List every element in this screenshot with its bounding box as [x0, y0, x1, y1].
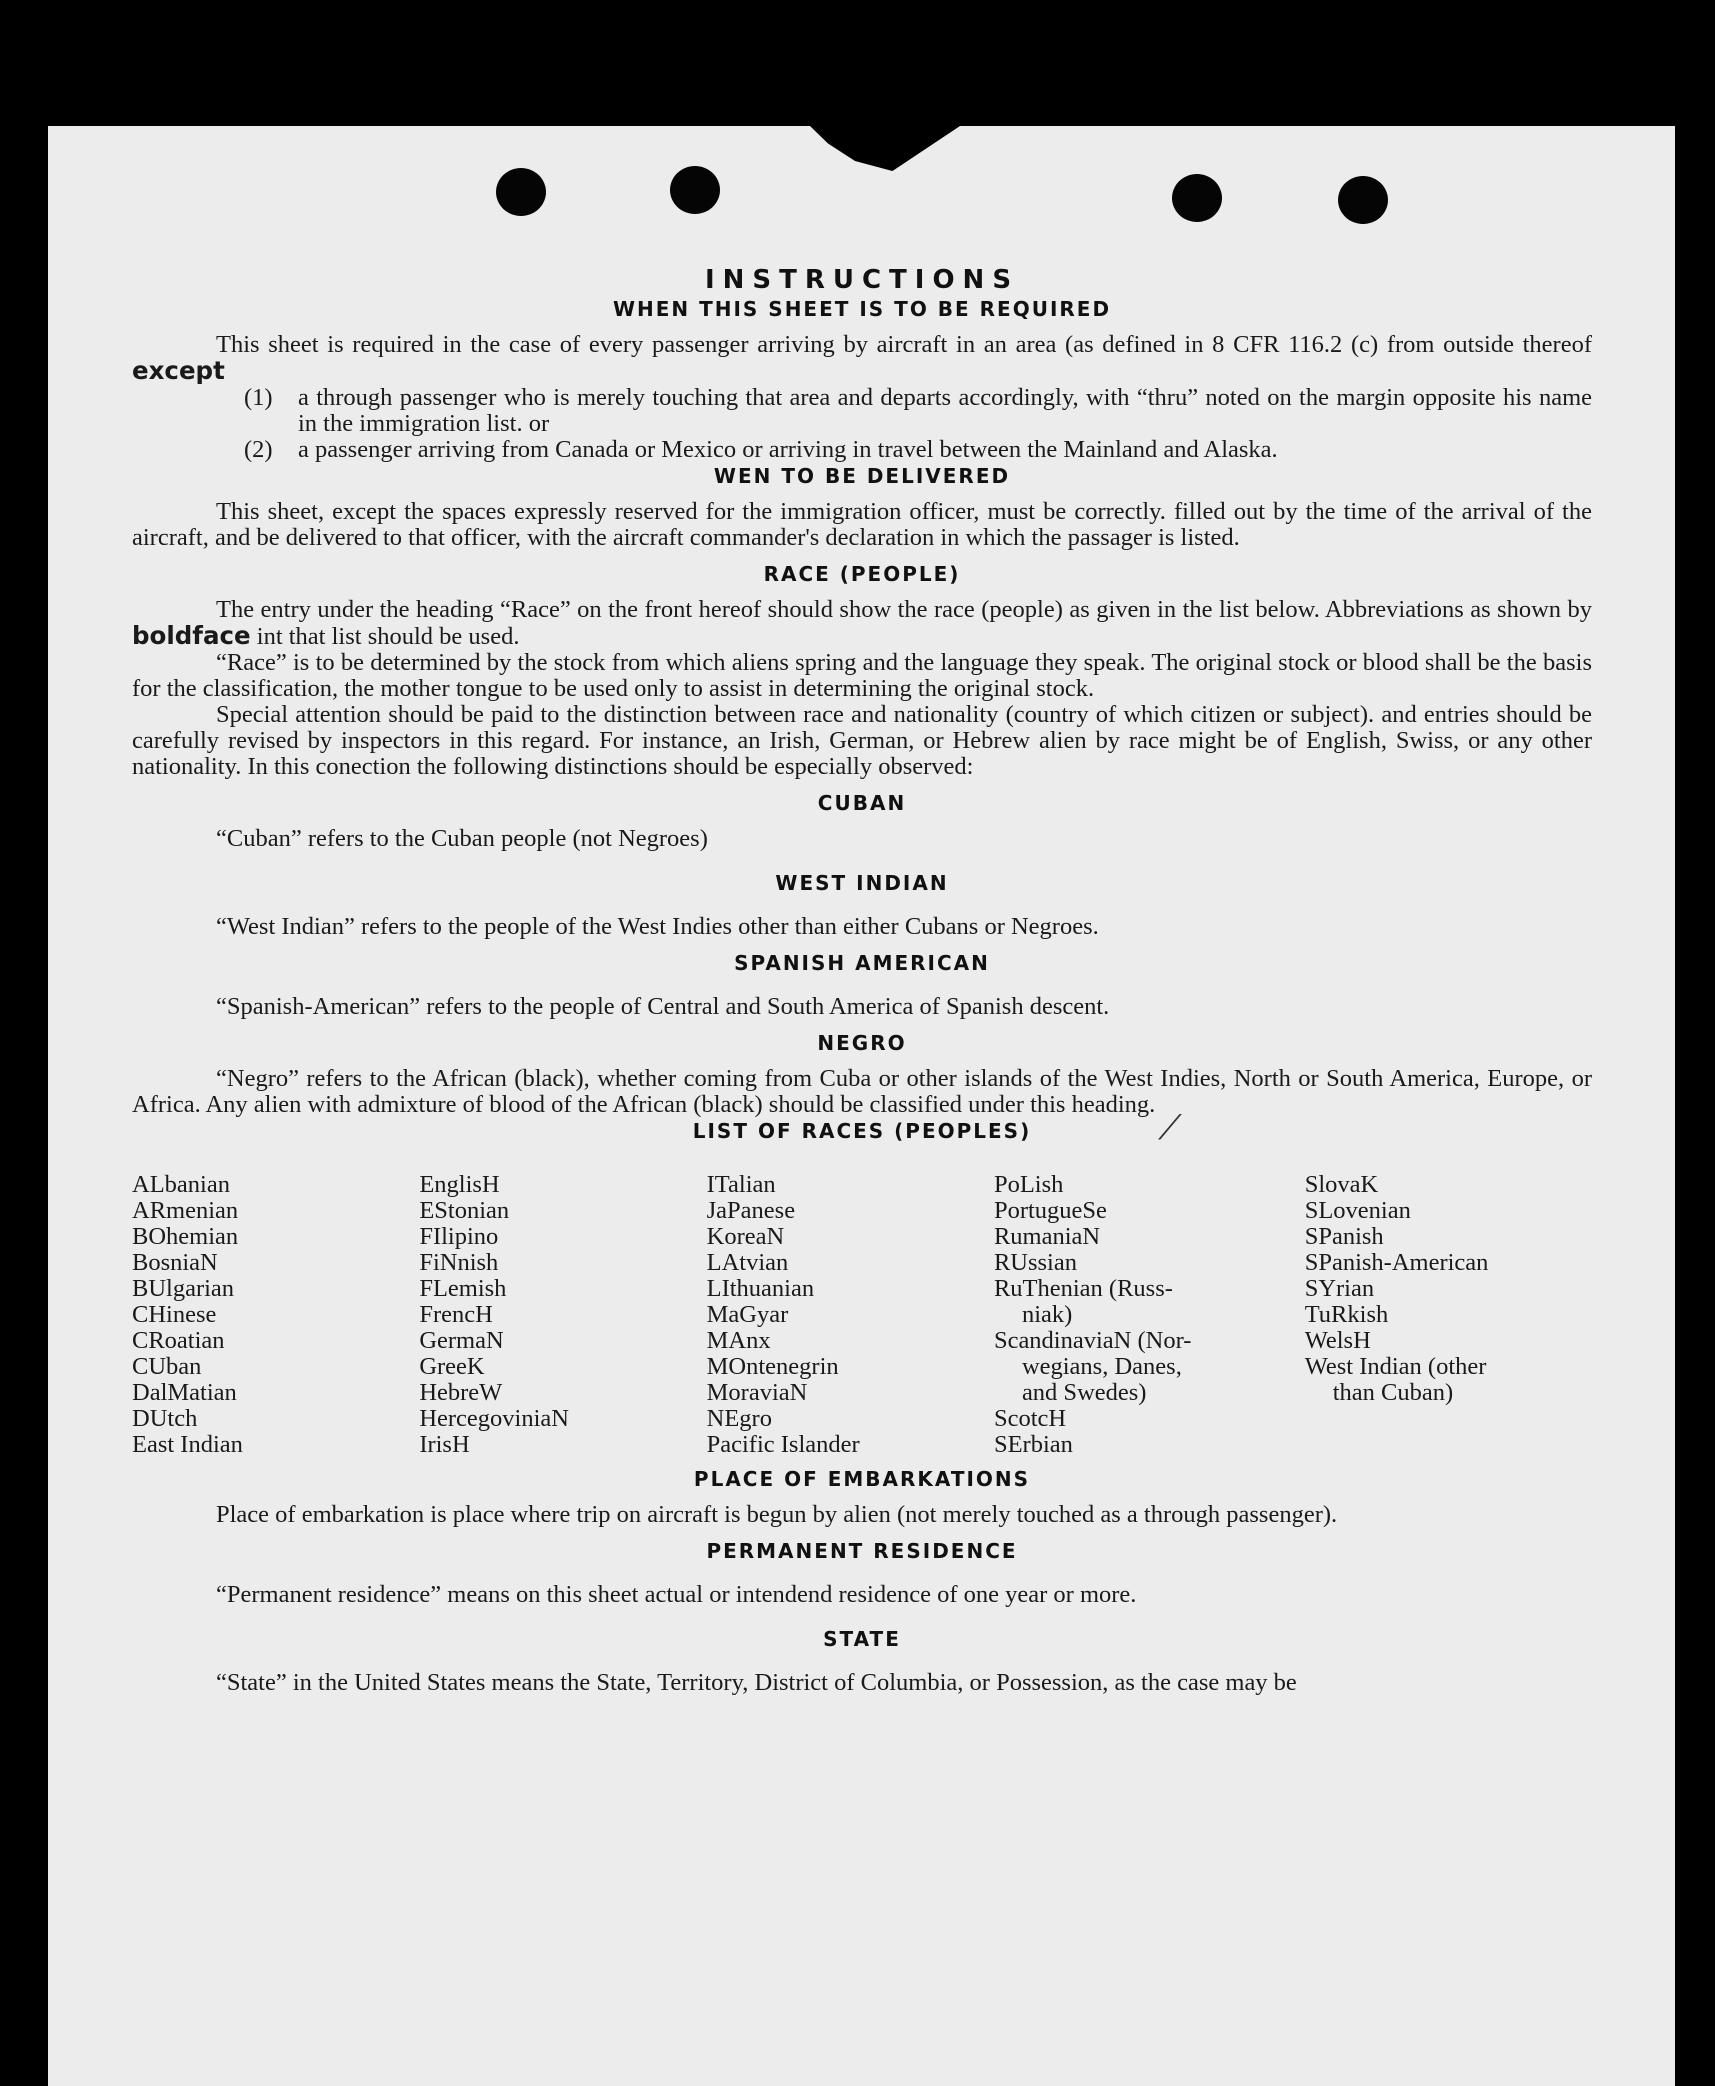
- section-heading-delivered: WEN TO BE DELIVERED: [713, 464, 1011, 488]
- list-item: SPanish: [1304, 1223, 1384, 1250]
- negro-paragraph: “Negro” refers to the African (black), whether coming from Cuba or other islands of the West Indies, North or South America, Europe, or Africa. Any alien with admixture of blood of the African (black) should be classified under this heading.: [132, 1065, 1592, 1118]
- section-heading-race: RACE (PEOPLE): [763, 562, 961, 586]
- races-column: [132, 1172, 419, 1458]
- section-heading-residence: PERMANENT RESIDENCE: [706, 1539, 1018, 1563]
- required-intro: This sheet is required in the case of every passenger arriving by aircraft in an area (as defined in 8 CFR 116.2 (c) from outside thereof: [216, 331, 1592, 358]
- race-text: int that list should be used.: [256, 623, 520, 650]
- section-heading-cuban: CUBAN: [817, 791, 907, 815]
- section-heading-spanish-american: SPANISH AMERICAN: [734, 951, 990, 975]
- list-item: DUtch: [132, 1405, 198, 1432]
- race-paragraph-2: “Race” is to be determined by the stock from which aliens spring and the language they speak. The original stock or blood shall be the basis for the classification, the mother tongue to be used only to assist in determining the original stock.: [132, 649, 1592, 702]
- list-item: MOntenegrin: [706, 1353, 839, 1380]
- list-item: NEgro: [706, 1405, 772, 1432]
- list-item: ScandinaviaN (Nor-: [993, 1327, 1192, 1354]
- list-item: HebreW: [419, 1379, 503, 1406]
- list-item: DalMatian: [132, 1379, 237, 1406]
- list-item: East Indian: [132, 1431, 243, 1458]
- list-item: RumaniaN: [993, 1223, 1101, 1250]
- item-text: a passenger arriving from Canada or Mexico or arriving in travel between the Mainland and Alaska.: [298, 436, 1278, 463]
- list-item: BOhemian: [132, 1223, 239, 1250]
- race-paragraph-1: [132, 597, 1592, 650]
- list-item: SErbian: [993, 1431, 1073, 1458]
- list-item: SPanish-American: [1304, 1249, 1489, 1276]
- punch-hole: [1338, 176, 1388, 224]
- cuban-paragraph: “Cuban” refers to the Cuban people (not Negroes): [216, 825, 708, 852]
- list-item: ScotcH: [993, 1405, 1067, 1432]
- residence-paragraph: “Permanent residence” means on this sheet actual or intendend residence of one year or more.: [216, 1581, 1137, 1608]
- list-item: and Swedes): [1021, 1379, 1147, 1406]
- instructions-body: [132, 264, 1592, 1696]
- list-item: SYrian: [1304, 1275, 1375, 1302]
- list-item: LAtvian: [706, 1249, 789, 1276]
- list-item: ARmenian: [132, 1197, 239, 1224]
- west-indian-paragraph: “West Indian” refers to the people of the West Indies other than either Cubans or Negroes.: [216, 913, 1099, 940]
- required-paragraph: [132, 332, 1592, 385]
- list-item: SlovaK: [1304, 1171, 1379, 1198]
- list-item: IrisH: [419, 1431, 470, 1458]
- section-heading-embarkation: PLACE OF EMBARKATIONS: [693, 1467, 1031, 1491]
- pen-mark-icon: ⟋: [1158, 1110, 1182, 1147]
- punch-hole: [496, 168, 546, 216]
- boldface-word: boldface: [132, 621, 251, 650]
- torn-edge: [810, 126, 960, 176]
- list-item: KoreaN: [706, 1223, 785, 1250]
- list-item: [244, 437, 1592, 463]
- list-item: RUssian: [993, 1249, 1077, 1276]
- list-item: FLemish: [419, 1275, 507, 1302]
- list-item: GermaN: [419, 1327, 504, 1354]
- list-item: Pacific Islander: [706, 1431, 860, 1458]
- list-item: MaGyar: [706, 1301, 789, 1328]
- state-paragraph: “State” in the United States means the State, Territory, District of Columbia, or Possession, as the case may be: [216, 1669, 1297, 1696]
- section-heading-required: WHEN THIS SHEET IS TO BE REQUIRED: [612, 297, 1112, 321]
- page-title: INSTRUCTIONS: [704, 265, 1020, 295]
- list-item: wegians, Danes,: [1021, 1353, 1182, 1380]
- list-item: LIthuanian: [706, 1275, 815, 1302]
- spanish-american-paragraph: “Spanish-American” refers to the people of Central and South America of Spanish descent.: [216, 993, 1110, 1020]
- list-item: PoLish: [993, 1171, 1064, 1198]
- punch-hole: [1172, 174, 1222, 222]
- list-item: CHinese: [132, 1301, 217, 1328]
- list-item: West Indian (other: [1304, 1353, 1487, 1380]
- races-column: [994, 1172, 1305, 1458]
- race-paragraph-3: Special attention should be paid to the distinction between race and nationality (country of which citizen or subject). and entries should be carefully revised by inspectors in this regard. For instance, an Irish, German, or Hebrew alien by race might be of English, Swiss, or any other nationality. In this conection the following distinctions should be especially observed:: [132, 701, 1592, 780]
- list-item: [244, 385, 1592, 437]
- list-item: HercegoviniaN: [419, 1405, 569, 1432]
- list-item: FIlipino: [419, 1223, 499, 1250]
- section-heading-west-indian: WEST INDIAN: [775, 871, 949, 895]
- list-item: BUlgarian: [132, 1275, 235, 1302]
- list-item: FiNnish: [419, 1249, 499, 1276]
- list-item: MoraviaN: [706, 1379, 808, 1406]
- item-text: a through passenger who is merely touching that area and departs accordingly, with “thru” noted on the margin opposite his name in the immigration list. or: [298, 384, 1592, 437]
- list-item: WelsH: [1304, 1327, 1371, 1354]
- list-item: ITalian: [706, 1171, 776, 1198]
- embarkation-paragraph: Place of embarkation is place where trip on aircraft is begun by alien (not merely touched as a through passenger).: [216, 1501, 1338, 1528]
- races-column: [1305, 1172, 1592, 1458]
- races-table: [132, 1172, 1592, 1458]
- list-item: CRoatian: [132, 1327, 225, 1354]
- list-item: niak): [1021, 1301, 1073, 1328]
- list-item: SLovenian: [1304, 1197, 1411, 1224]
- section-heading-state: STATE: [823, 1627, 901, 1651]
- list-item: FrencH: [419, 1301, 493, 1328]
- section-heading-races-list: LIST OF RACES (PEOPLES): [692, 1119, 1032, 1143]
- list-item: BosniaN: [132, 1249, 218, 1276]
- except-word: except: [132, 356, 225, 385]
- list-item: MAnx: [706, 1327, 771, 1354]
- races-column: [707, 1172, 994, 1458]
- list-item: GreeK: [419, 1353, 485, 1380]
- list-item: than Cuban): [1332, 1379, 1454, 1406]
- races-column: [419, 1172, 706, 1458]
- list-item: TuRkish: [1304, 1301, 1389, 1328]
- list-item: PortugueSe: [993, 1197, 1107, 1224]
- delivered-paragraph: This sheet, except the spaces expressly reserved for the immigration officer, must be correctly. filled out by the time of the arrival of the aircraft, and be delivered to that officer, with the aircraft commander's declaration in which the passager is listed.: [132, 498, 1592, 551]
- item-number: (2): [244, 436, 273, 463]
- item-number: (1): [244, 384, 273, 411]
- list-item: ALbanian: [132, 1171, 230, 1198]
- race-text: The entry under the heading “Race” on the front hereof should show the race (people) as given in the list below. Abbreviations as shown by: [216, 596, 1592, 623]
- section-heading-negro: NEGRO: [817, 1031, 907, 1055]
- list-item: CUban: [132, 1353, 202, 1380]
- punch-hole: [670, 166, 720, 214]
- list-item: EStonian: [419, 1197, 510, 1224]
- list-item: JaPanese: [706, 1197, 796, 1224]
- document-page: [48, 126, 1675, 2086]
- list-item: RuThenian (Russ-: [993, 1275, 1173, 1302]
- list-item: EnglisH: [419, 1171, 500, 1198]
